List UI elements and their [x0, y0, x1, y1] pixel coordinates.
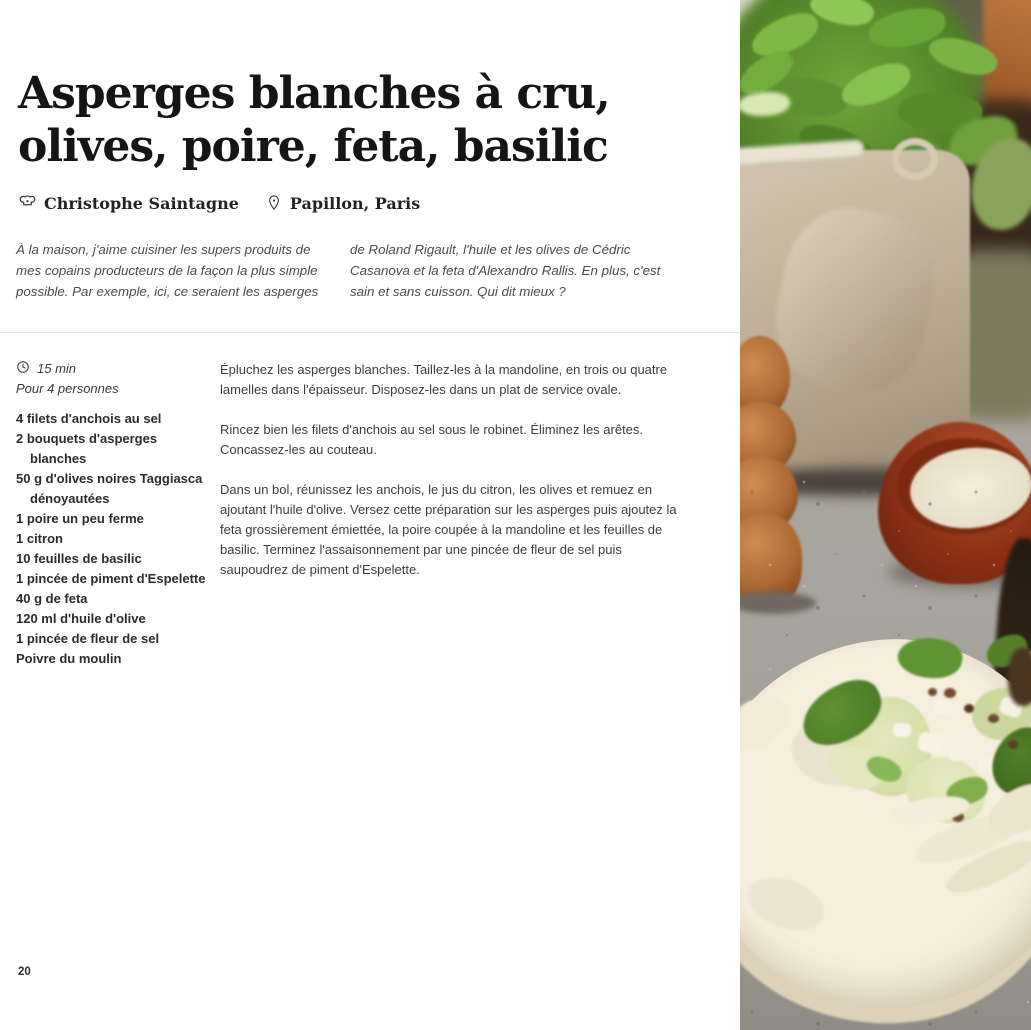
- instruction-paragraph: Épluchez les asperges blanches. Taillez-les à la mandoline, en trois ou quatre lamelles dans l'épaisseur. Disposez-les dans un plat de service ovale.: [220, 361, 668, 397]
- intro-text: [16, 239, 720, 302]
- restaurant-name: Papillon, Paris: [289, 193, 421, 213]
- recipe-photo: [740, 0, 1031, 1030]
- ingredients-list: [16, 409, 208, 669]
- ingredient-item: 120 ml d'huile d'olive: [16, 610, 146, 626]
- photo-tapenade-crumb: [964, 704, 974, 713]
- ingredient-item: 50 g d'olives noires Taggiasca dénoyautées: [16, 470, 203, 506]
- instructions: [220, 360, 682, 669]
- photo-tapenade-crumb: [1008, 740, 1018, 749]
- ingredient-item: 1 pincée de fleur de sel: [16, 630, 160, 646]
- ingredient-item: 40 g de feta: [16, 590, 88, 606]
- ingredient-item: 4 filets d'anchois au sel: [16, 410, 162, 426]
- photo-bag-handle: [892, 138, 938, 180]
- photo-tapenade-crumb: [988, 714, 999, 723]
- recipe-title-line-2: olives, poire, feta, basilic: [18, 120, 608, 172]
- ingredient-item: 2 bouquets d'asperges blanches: [16, 430, 158, 466]
- photo-tapenade-crumb: [928, 688, 937, 696]
- instruction-paragraph: Dans un bol, réunissez les anchois, le jus du citron, les olives et remuez en ajoutant l'huile d'olive. Versez cette préparation sur les asperges puis ajoutez la feta grossièrement émiettée, la poire coupée à la mandoline et les feuilles de basilic. Terminez l'assaisonnement par une pincée de fleur de sel puis saupoudrez de piment d'Espelette.: [220, 481, 677, 577]
- ingredient-item: 10 feuilles de basilic: [16, 550, 142, 566]
- ingredients-column: [16, 360, 214, 669]
- chef-hat-icon: [18, 194, 37, 213]
- photo-feta-chunk: [934, 700, 952, 714]
- recipe-title-line-1: Asperges blanches à cru,: [18, 68, 610, 119]
- prep-time-label: 15 min: [37, 360, 77, 376]
- ingredient-item: 1 pincée de piment d'Espelette: [16, 570, 206, 586]
- instruction-paragraph: Rincez bien les filets d'anchois au sel sous le robinet. Éliminez les arêtes. Concassez-les au couteau.: [220, 421, 644, 457]
- photo-feta-chunk: [893, 723, 911, 737]
- author-item: [18, 194, 239, 213]
- prep-time: [16, 360, 214, 377]
- intro-column-2: de Roland Rigault, l'huile et les olives de Cédric Casanova et la feta d'Alexandro Rallis. En plus, c'est sain et sans cuisson. Qui dit mieux ?: [350, 241, 661, 299]
- map-pin-icon: [265, 194, 283, 212]
- author-name: Christophe Saintagne: [44, 193, 239, 213]
- recipe-title: [18, 68, 720, 174]
- intro-column-1: À la maison, j'aime cuisiner les supers produits de mes copains producteurs de la façon la plus simple possible. Par exemple, ici, ce seraient les asperges: [16, 241, 319, 299]
- ingredient-item: 1 poire un peu ferme: [16, 510, 144, 526]
- byline: [18, 194, 740, 213]
- clock-icon: [16, 360, 30, 377]
- restaurant-item: [265, 194, 420, 213]
- ingredient-item: Poivre du moulin: [16, 650, 122, 666]
- servings-label: Pour 4 personnes: [16, 380, 119, 396]
- page-number: 20: [18, 966, 31, 978]
- photo-tapenade-crumb: [944, 688, 956, 698]
- photo-dark-garnish: [1008, 648, 1031, 706]
- recipe-body: [0, 360, 740, 669]
- ingredient-item: 1 citron: [16, 530, 63, 546]
- section-divider: [0, 332, 740, 333]
